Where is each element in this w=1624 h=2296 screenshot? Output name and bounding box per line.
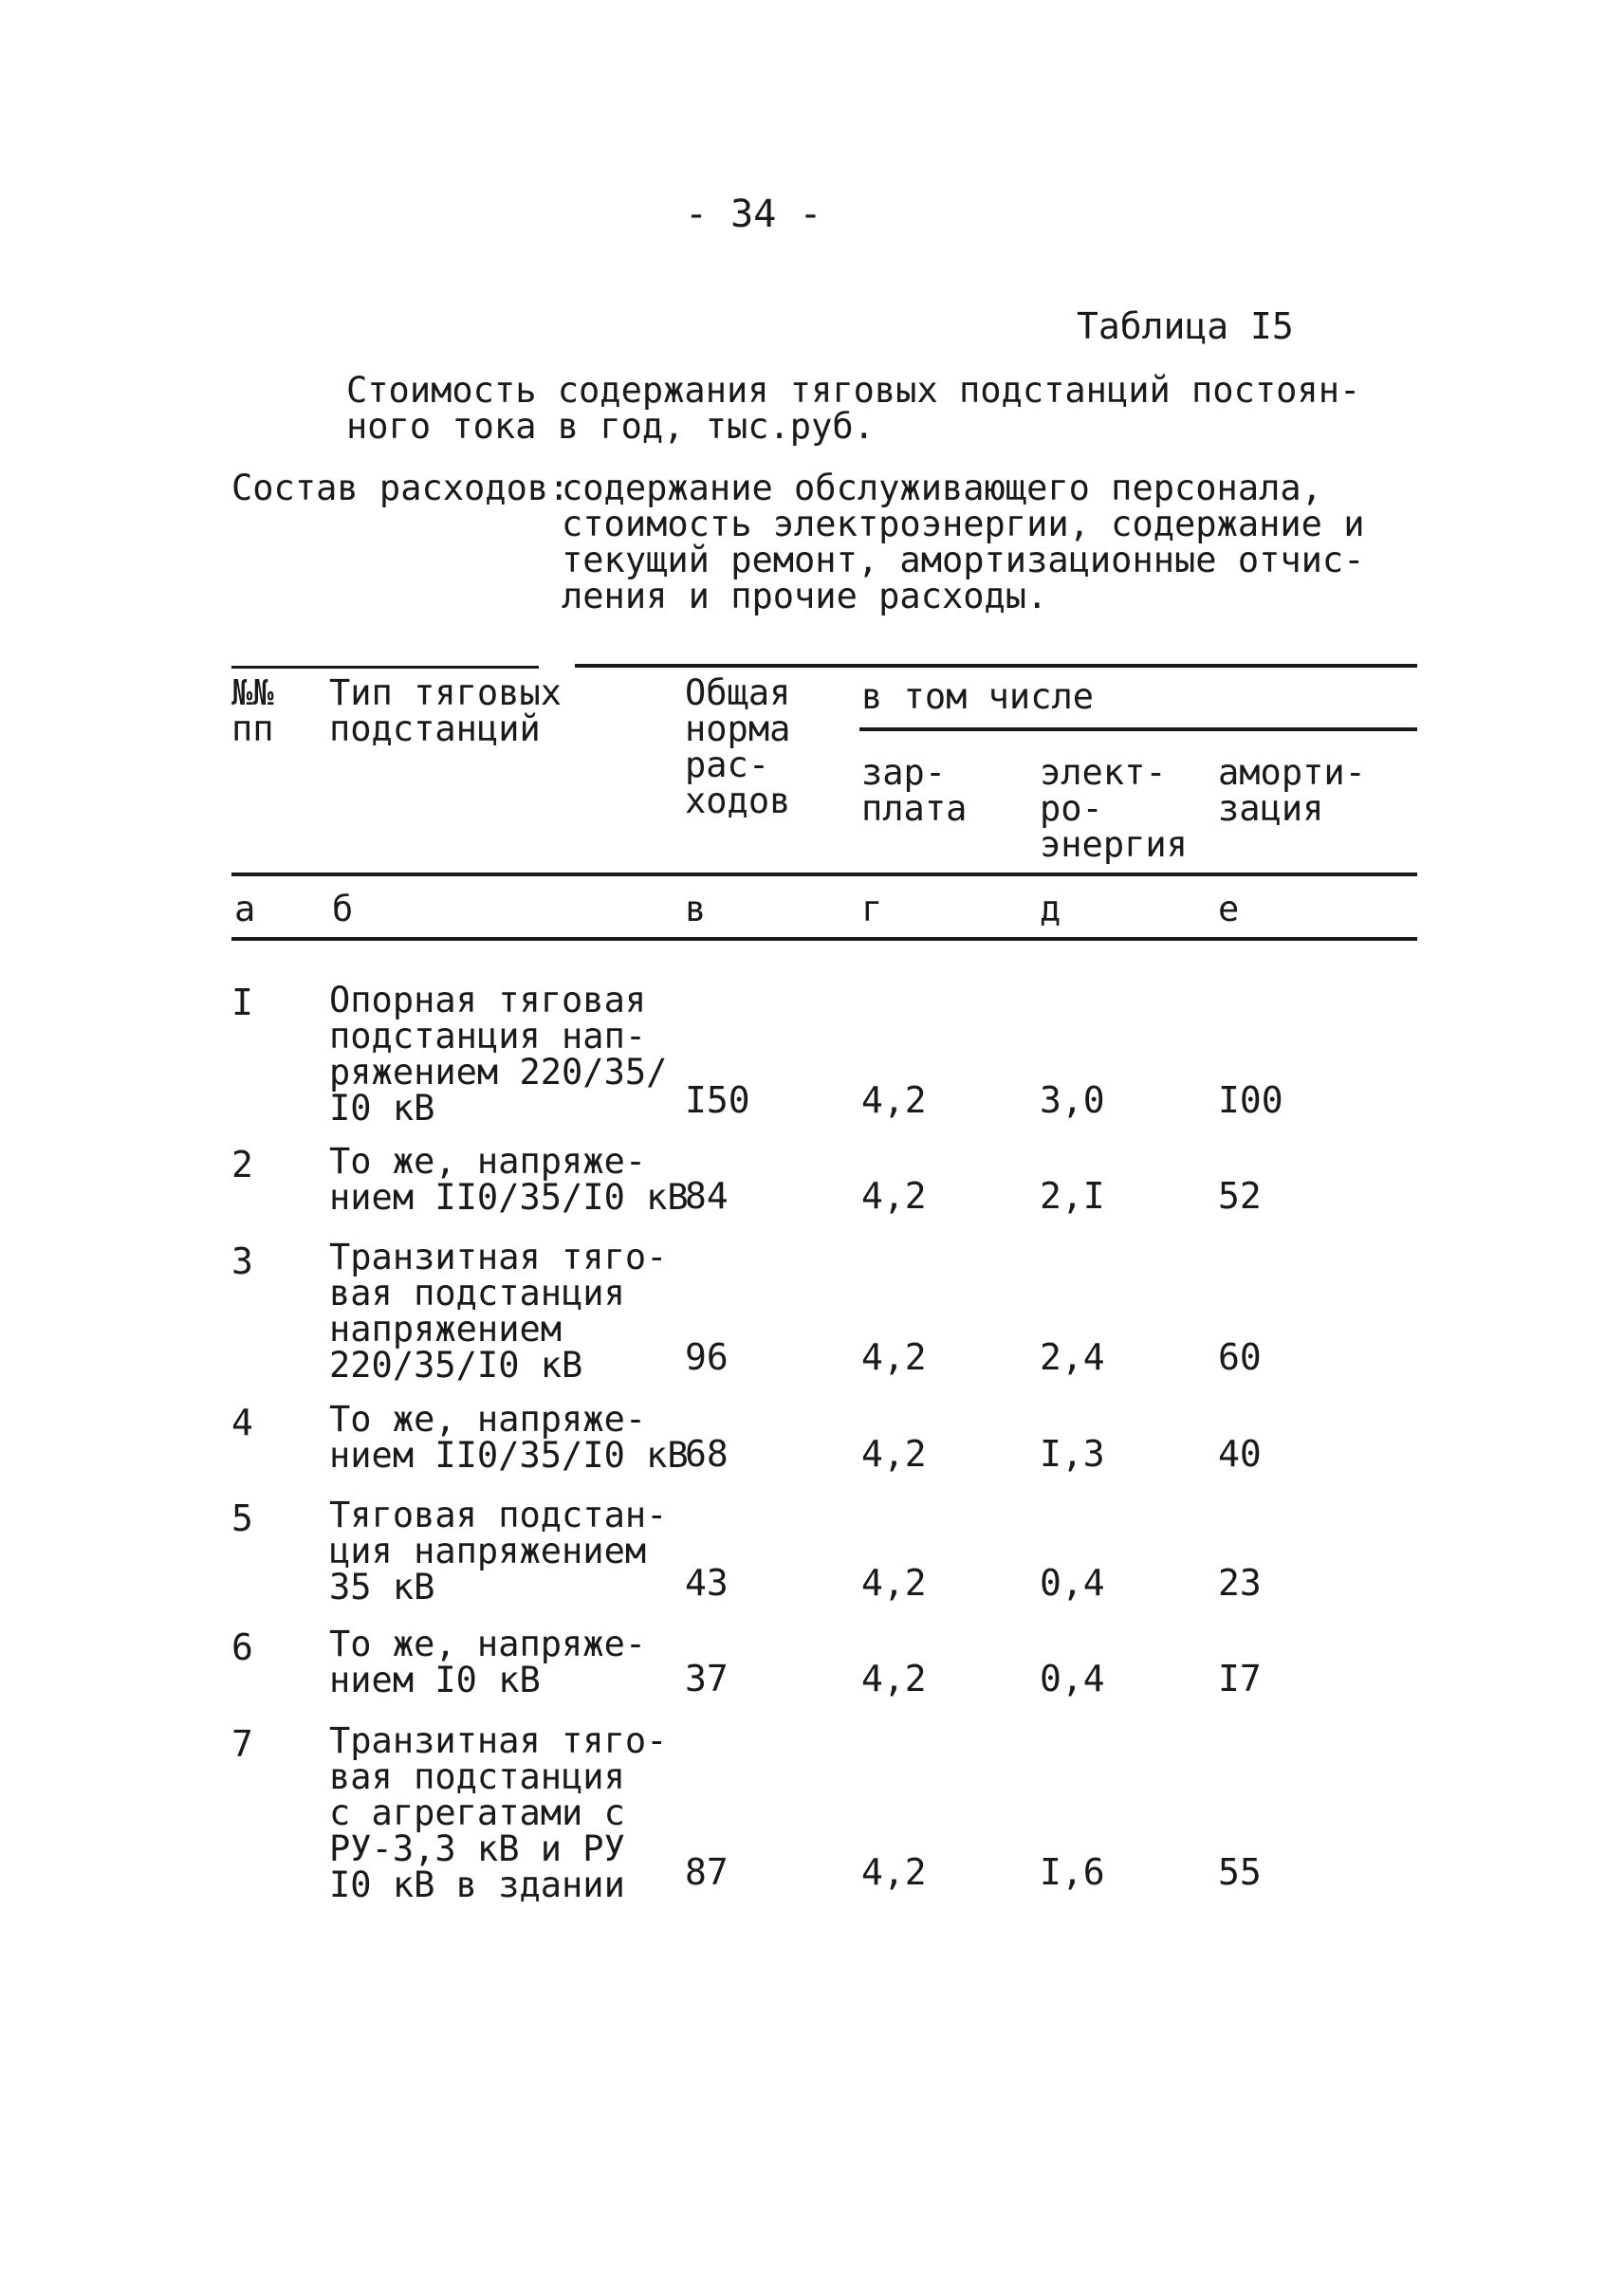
- header-type: [329, 672, 563, 749]
- row-num: 4: [231, 1402, 253, 1443]
- header-total: [685, 672, 791, 821]
- cell-salary: 4,2: [861, 1851, 927, 1893]
- type-line: Опорная тяговая: [329, 980, 647, 1020]
- cell-salary: 4,2: [861, 1079, 927, 1121]
- type-line: 220/35/I0 кВ: [329, 1345, 583, 1386]
- cell-salary: 4,2: [861, 1658, 927, 1699]
- composition-line: содержание обслуживающего персонала,: [562, 468, 1322, 508]
- header-salary: [861, 752, 968, 829]
- type-line: нием II0/35/I0 кВ: [329, 1177, 689, 1218]
- type-line: напряжением: [329, 1309, 563, 1350]
- page-number: - 34 -: [685, 193, 822, 236]
- row-num: 7: [231, 1723, 253, 1765]
- group-header-rule: [859, 727, 1417, 731]
- type-line: нием I0 кВ: [329, 1660, 541, 1700]
- cell-salary: 4,2: [861, 1175, 927, 1217]
- row-num: 6: [231, 1626, 253, 1668]
- cell-amort: 52: [1218, 1175, 1262, 1217]
- type-line: с агрегатами с: [329, 1792, 625, 1833]
- header-line: плата: [861, 788, 968, 829]
- composition-line: текущий ремонт, амортизационные отчис-: [562, 540, 1365, 580]
- column-letter: в: [685, 889, 707, 929]
- cell-amort: 23: [1218, 1562, 1262, 1604]
- cell-total: 87: [685, 1851, 729, 1893]
- header-line: энергия: [1040, 824, 1188, 865]
- title-line: ного тока в год, тыс.руб.: [346, 406, 875, 447]
- cell-energy: 0,4: [1040, 1658, 1105, 1699]
- type-line: То же, напряже-: [329, 1141, 647, 1182]
- row-type: [329, 1720, 668, 1905]
- cell-total: I50: [685, 1079, 750, 1121]
- row-type: [329, 980, 668, 1129]
- cell-energy: I,3: [1040, 1433, 1105, 1475]
- table-label: Таблица I5: [1077, 305, 1294, 347]
- header-line: рас-: [685, 744, 770, 785]
- header-line: ходов: [685, 781, 791, 821]
- table-top-rule-right: [575, 664, 1417, 668]
- header-line: зация: [1218, 788, 1324, 829]
- cell-total: 84: [685, 1175, 729, 1217]
- header-line: №№: [231, 672, 274, 713]
- cell-salary: 4,2: [861, 1433, 927, 1475]
- composition-line: ления и прочие расходы.: [562, 576, 1048, 616]
- header-line: элект-: [1040, 752, 1167, 793]
- cell-energy: 3,0: [1040, 1079, 1105, 1121]
- header-line: подстанций: [329, 708, 541, 749]
- cell-amort: 60: [1218, 1336, 1262, 1378]
- row-num: I: [231, 982, 253, 1023]
- row-num: 5: [231, 1497, 253, 1539]
- header-group: в том числе: [861, 676, 1095, 717]
- title-line: Стоимость содержания тяговых подстанций постоян-: [346, 370, 1361, 411]
- row-type: [329, 1497, 667, 1606]
- table-title: [346, 370, 1361, 447]
- header-line: ро-: [1040, 788, 1103, 829]
- header-line: пп: [231, 708, 274, 749]
- row-type: [329, 1141, 689, 1218]
- header-line: зар-: [861, 752, 947, 793]
- type-line: То же, напряже-: [329, 1624, 647, 1664]
- header-line: Тип тяговых: [329, 672, 563, 713]
- type-line: Транзитная тяго-: [329, 1720, 668, 1761]
- cell-total: 37: [685, 1658, 729, 1699]
- type-line: вая подстанция: [329, 1273, 625, 1313]
- type-line: РУ-3,3 кВ и РУ: [329, 1828, 625, 1869]
- row-type: [329, 1626, 646, 1699]
- type-line: I0 кВ: [329, 1088, 435, 1129]
- type-line: Транзитная тяго-: [329, 1237, 668, 1277]
- composition-line: стоимость электроэнергии, содержание и: [562, 504, 1365, 544]
- header-line: аморти-: [1218, 752, 1366, 793]
- type-line: ряжением 220/35/: [329, 1052, 668, 1093]
- type-line: вая подстанция: [329, 1756, 625, 1797]
- header-energy: [1040, 752, 1188, 865]
- type-line: Тяговая подстан-: [329, 1495, 668, 1535]
- header-amort: [1218, 752, 1366, 829]
- column-letter: б: [332, 889, 354, 929]
- cell-amort: 55: [1218, 1851, 1262, 1893]
- cell-energy: 2,I: [1040, 1175, 1105, 1217]
- type-line: нием II0/35/I0 кВ: [329, 1435, 689, 1476]
- table-top-rule-left: [231, 666, 539, 669]
- column-letter: а: [234, 889, 256, 929]
- type-line: 35 кВ: [329, 1567, 435, 1607]
- row-num: 2: [231, 1144, 253, 1185]
- cell-energy: I,6: [1040, 1851, 1105, 1893]
- row-type: [329, 1399, 689, 1476]
- type-line: То же, напряже-: [329, 1399, 647, 1440]
- column-letter: д: [1040, 889, 1061, 929]
- column-letter: е: [1218, 889, 1240, 929]
- composition-label: Состав расходов:: [231, 468, 570, 508]
- header-bottom-rule: [231, 872, 1417, 876]
- cell-salary: 4,2: [861, 1562, 927, 1604]
- row-type: [329, 1237, 668, 1386]
- type-line: ция напряжением: [329, 1531, 647, 1571]
- row-num: 3: [231, 1240, 253, 1282]
- type-line: подстанция нап-: [329, 1016, 647, 1056]
- cell-total: 43: [685, 1562, 729, 1604]
- letters-bottom-rule: [231, 937, 1417, 941]
- cell-total: 68: [685, 1433, 729, 1475]
- cell-amort: I00: [1218, 1079, 1283, 1121]
- cell-energy: 0,4: [1040, 1562, 1105, 1604]
- cell-salary: 4,2: [861, 1336, 927, 1378]
- header-line: норма: [685, 708, 791, 749]
- header-num: [231, 672, 274, 749]
- type-line: I0 кВ в здании: [329, 1864, 625, 1905]
- cell-total: 96: [685, 1336, 729, 1378]
- column-letter: г: [861, 889, 883, 929]
- header-line: Общая: [685, 672, 791, 713]
- cell-amort: I7: [1218, 1658, 1262, 1699]
- composition-text: [562, 470, 1364, 615]
- cell-energy: 2,4: [1040, 1336, 1105, 1378]
- cell-amort: 40: [1218, 1433, 1262, 1475]
